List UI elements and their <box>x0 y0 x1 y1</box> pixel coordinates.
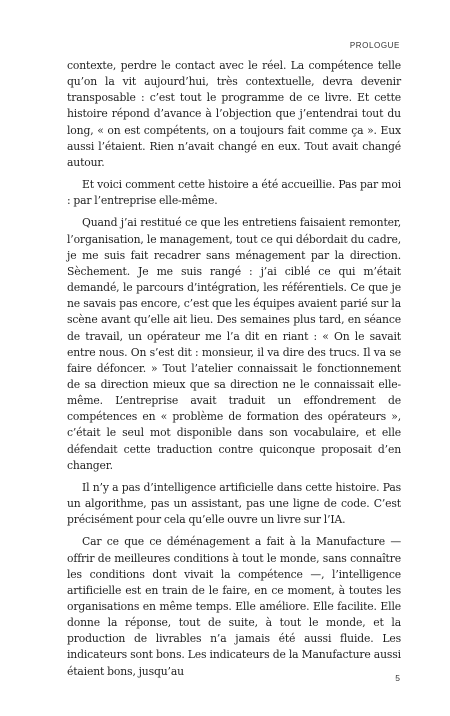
paragraph: Et voici comment cette histoire a été accueillie. Pas par moi : par l’entreprise elle-même. <box>67 178 401 208</box>
page-number: 5 <box>395 673 400 683</box>
body-text <box>67 58 401 686</box>
paragraph: Il n’y a pas d’intelligence artificielle dans cette histoire. Pas un algorithme, pas un assistant, pas une ligne de code. C’est précisément pour cela qu’elle ouvre un livre sur l’IA. <box>67 480 401 527</box>
paragraph-continued: contexte, perdre le contact avec le réel. La compétence telle qu’on la vit aujourd’hui, très contextuelle, devra devenir transposable : c’est tout le programme de ce livre. Et cette histoire répond d’avance à l’objection que j’entendrai tout du long, « on est compétents, on a toujours fait comme ça ». Eux aussi l’étaient. Rien n’avait changé en eux. Tout avait changé autour. <box>67 59 401 169</box>
paragraph: Quand j’ai restitué ce que les entretiens faisaient remonter, l’organisation, le management, tout ce qui débordait du cadre, je me suis fait recadrer sans ménagement par la direction. Sèchement. Je me suis rangé : j’ai ciblé ce qui m’était demandé, le parcours d’intégration, les référentiels. Ce que je ne savais pas encore, c’est que les équipes avaient parié sur la scène avant qu’elle ait lieu. Des semaines plus tard, en séance de travail, un opérateur me l’a dit en riant : « On le savait entre nous. On s’est dit : monsieur, il va dire des trucs. Il va se faire défoncer. » Tout l’atelier connaissait le fonctionnement de sa direction mieux que sa direction ne le connaissait elle-même. L’entreprise avait traduit un effondrement de compétences en « problème de formation des opérateurs », c’était le seul mot disponible dans son vocabulaire, et elle défendait cette traduction contre quiconque proposait d’en changer. <box>67 216 401 472</box>
paragraph: Car ce que ce déménagement a fait à la Manufacture — offrir de meilleures conditions à tout le monde, sans connaître les conditions dont vivait la compétence —, l’intelligence artificielle est en train de le faire, en ce moment, à toutes les organisations en même temps. Elle améliore. Elle facilite. Elle donne la réponse, tout de suite, à tout le monde, et la production de livrables n’a jamais été aussi fluide. Les indicateurs sont bons. Les indicateurs de la Manufacture aussi étaient bons, jusqu’au <box>67 535 401 678</box>
running-head: PROLOGUE <box>349 41 400 50</box>
